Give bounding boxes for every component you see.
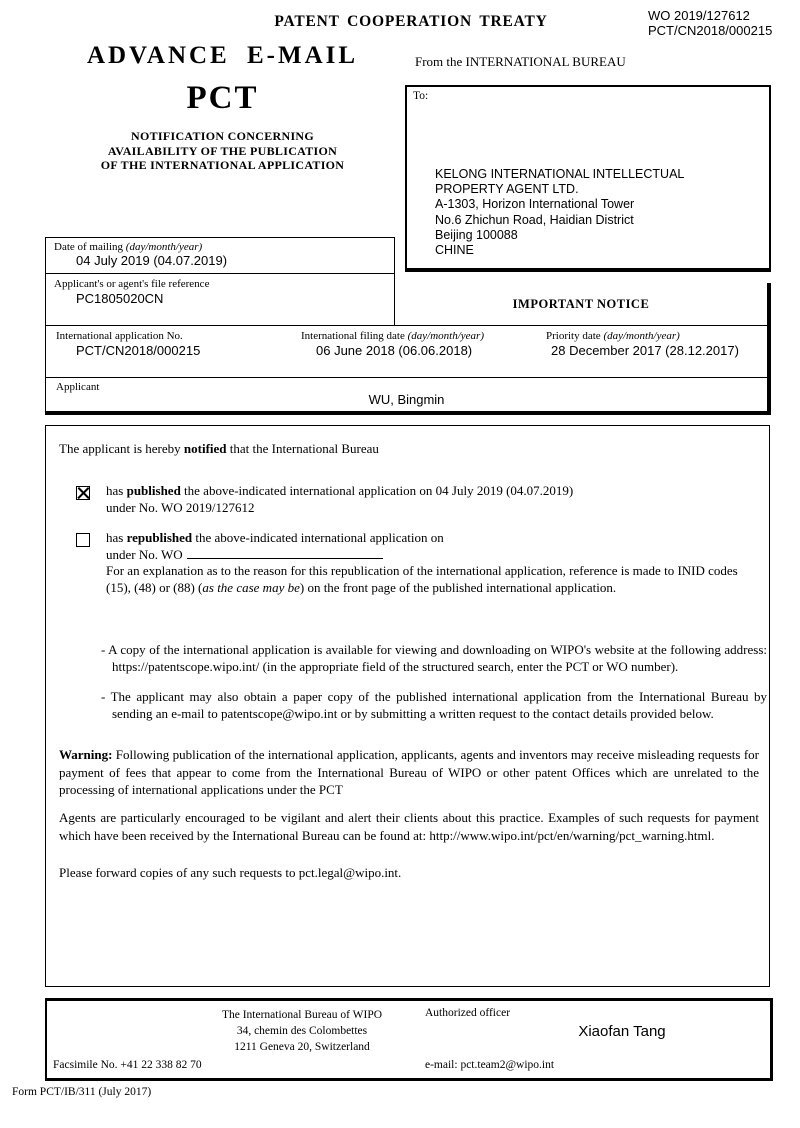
- explanation-line1: For an explanation as to the reason for this republication of the international application, reference is made to INID codes: [106, 563, 738, 578]
- published-checkbox: [76, 486, 90, 500]
- from-bureau-line: From the INTERNATIONAL BUREAU: [415, 54, 626, 69]
- application-details-row: [45, 325, 771, 377]
- bureau-address: The International Bureau of WIPO 34, chemin des Colombettes 1211 Geneva 20, Switzerland: [221, 1009, 383, 1053]
- advance-email-title: ADVANCE E-MAIL: [86, 42, 359, 69]
- applicant-row: [45, 377, 771, 415]
- published-item: has published the above-indicated international application on 04 July 2019 (04.07.2019) under No. WO 2019/127612: [106, 483, 746, 516]
- republished-item: has republished the above-indicated international application on under No. WO For an explanation as to the reason for this republication of the international application, reference is made to INID codes (15), (48) or (88) (as the case may be) on the front page of the published international application.: [106, 530, 754, 596]
- republished-checkbox: [76, 533, 90, 547]
- blank-underline: [187, 547, 383, 559]
- filing-date-value: 06 June 2018 (06.06.2018): [316, 343, 473, 358]
- priority-date-value: 28 December 2017 (28.12.2017): [551, 343, 739, 358]
- info-table: [45, 237, 771, 415]
- date-of-mailing-cell: [45, 237, 395, 273]
- filing-date-label: International filing date (day/month/year): [301, 330, 484, 342]
- contact-email: e-mail: pct.team2@wipo.int: [425, 1059, 555, 1071]
- pct-application-number: PCT/CN2018/000215: [648, 23, 773, 38]
- published-under-no: under No. WO 2019/127612: [106, 499, 255, 515]
- important-notice-cell: [395, 283, 771, 325]
- copy-available-bullet: - A copy of the international application is available for viewing and downloading on WIPO's website at the following address: https://patentscope.wipo.int/ (in the appropriate field of the structured search, enter the PCT or WO number).: [101, 642, 767, 674]
- applicant-label: Applicant: [56, 381, 100, 393]
- forward-paragraph: Please forward copies of any such requests to pct.legal@wipo.int.: [59, 865, 402, 880]
- file-reference-cell: [45, 273, 395, 325]
- explanation-line2: (15), (48) or (88) (as the case may be) on the front page of the published international application.: [106, 579, 617, 595]
- priority-date-label: Priority date (day/month/year): [546, 330, 680, 342]
- application-no-value: PCT/CN2018/000215: [76, 343, 201, 358]
- pct-logo: PCT: [186, 80, 259, 116]
- paper-copy-bullet: - The applicant may also obtain a paper copy of the published international application from the International Bureau by sending an e-mail to patentscope@wipo.int or by submitting a written request to the contact details provided below.: [101, 689, 767, 721]
- republished-under-no: under No. WO: [106, 546, 183, 562]
- warning-paragraph: Warning: Following publication of the international application, applicants, agents and inventors may receive misleading requests for payment of fees that appear to come from the International Bureau of WIPO or other patent Offices which are unrelated to the processing of international applications under the PCT: [59, 747, 759, 797]
- wo-number: WO 2019/127612: [648, 8, 750, 23]
- notification-title: NOTIFICATION CONCERNING AVAILABILITY OF THE PUBLICATION OF THE INTERNATIONAL APPLICATION: [100, 129, 345, 172]
- date-of-mailing-label: Date of mailing (day/month/year): [54, 241, 203, 253]
- important-notice-text: IMPORTANT NOTICE: [512, 297, 650, 311]
- address-line: Beijing 100088: [435, 227, 518, 242]
- authorized-officer-label: Authorized officer: [425, 1007, 511, 1019]
- intro-line: The applicant is hereby notified that the International Bureau: [59, 441, 379, 456]
- address-line: CHINE: [435, 243, 474, 258]
- applicant-value: WU, Bingmin: [368, 392, 445, 407]
- agents-paragraph: Agents are particularly encouraged to be vigilant and alert their clients about this practice. Examples of such requests for payment which have been received by the International Bureau can be found at: http://www.wipo.int/pct/en/warning/pct_warning.html.: [59, 810, 759, 843]
- date-of-mailing-value: 04 July 2019 (04.07.2019): [76, 253, 228, 268]
- address-line: A-1303, Horizon International Tower: [435, 197, 635, 212]
- facsimile-number: Facsimile No. +41 22 338 82 70: [53, 1059, 202, 1071]
- treaty-title: PATENT COOPERATION TREATY: [274, 13, 548, 30]
- notification-body-box: [45, 425, 770, 987]
- to-label: To:: [413, 90, 429, 102]
- form-number: Form PCT/IB/311 (July 2017): [12, 1086, 152, 1098]
- authorized-officer-name: Xiaofan Tang: [578, 1023, 666, 1040]
- address-line: PROPERTY AGENT LTD.: [435, 182, 579, 197]
- address-line: No.6 Zhichun Road, Haidian District: [435, 212, 634, 227]
- address-line: KELONG INTERNATIONAL INTELLECTUAL: [435, 167, 685, 181]
- contact-footer-box: [45, 998, 773, 1081]
- application-no-label: International application No.: [56, 330, 183, 342]
- file-reference-value: PC1805020CN: [76, 291, 164, 306]
- file-reference-label: Applicant's or agent's file reference: [54, 278, 210, 290]
- publication-numbers: [648, 8, 772, 38]
